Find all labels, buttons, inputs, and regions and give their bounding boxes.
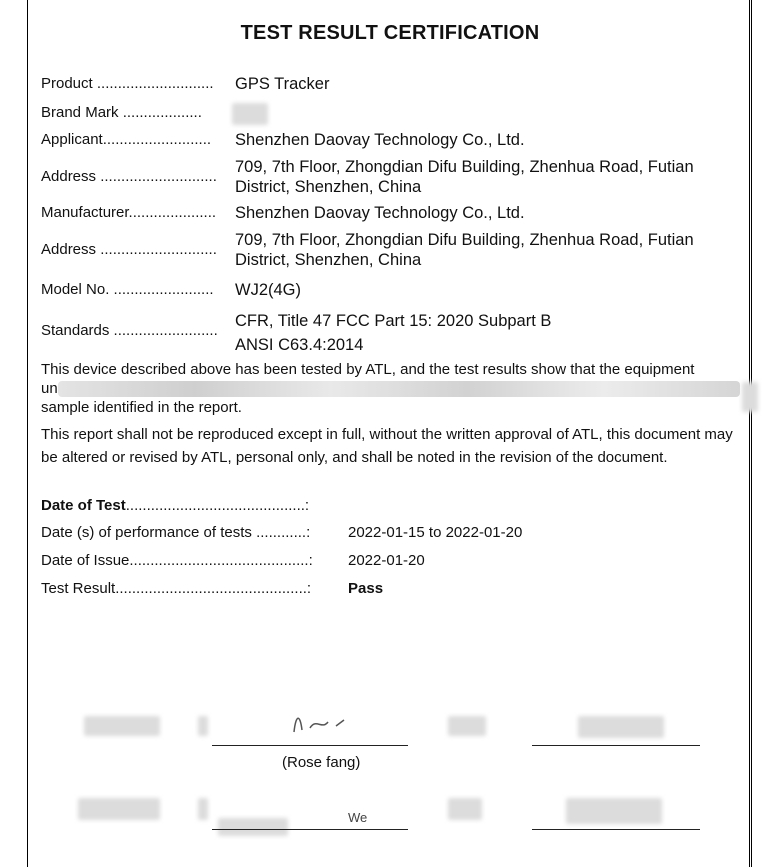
redacted-date-label bbox=[448, 716, 486, 736]
field-label: Address ............................ bbox=[41, 168, 217, 185]
field-label: Standards ......................... bbox=[41, 322, 218, 339]
date-of-test-heading bbox=[41, 497, 309, 514]
test-result-value: Pass bbox=[348, 580, 384, 597]
redacted-role bbox=[78, 798, 160, 820]
redacted-date bbox=[566, 798, 662, 824]
field-label: Model No. ........................ bbox=[41, 281, 214, 298]
page-border-right bbox=[749, 0, 752, 867]
certificate-title: TEST RESULT CERTIFICATION bbox=[240, 22, 540, 44]
date-value: 2022-01-15 to 2022-01-20 bbox=[348, 524, 523, 541]
page-border-left bbox=[27, 0, 28, 867]
field-value: GPS Tracker bbox=[235, 75, 330, 93]
test-result-row bbox=[41, 580, 311, 597]
standard-line: CFR, Title 47 FCC Part 15: 2020 Subpart B bbox=[235, 312, 552, 330]
date-line bbox=[532, 829, 700, 830]
field-value: 709, 7th Floor, Zhongdian Difu Building, Zhenhua Road, Futian District, Shenzhen, China bbox=[235, 158, 694, 196]
standard-line: ANSI C63.4:2014 bbox=[235, 336, 364, 354]
field-value: 709, 7th Floor, Zhongdian Difu Building, Zhenhua Road, Futian District, Shenzhen, China bbox=[235, 231, 694, 269]
field-label: Address ............................ bbox=[41, 241, 217, 258]
date-label: Date (s) of performance of tests ............: bbox=[41, 524, 311, 541]
reproduction-notice: This report shall not be reproduced except in full, without the written approval of ATL, this document may be altered or revised by ATL, personal only, and shall be noted in the revision of the document. bbox=[41, 426, 733, 466]
field-value: Shenzhen Daovay Technology Co., Ltd. bbox=[235, 131, 525, 149]
date-value: 2022-01-20 bbox=[348, 552, 425, 569]
redacted-text bbox=[58, 381, 740, 397]
date-performance-row bbox=[41, 524, 310, 541]
field-label: Brand Mark ................... bbox=[41, 104, 202, 121]
field-label: Product ............................ bbox=[41, 75, 214, 92]
signature-icon bbox=[290, 708, 360, 738]
redacted-date bbox=[578, 716, 664, 738]
redacted-role bbox=[84, 716, 160, 736]
redacted-brand bbox=[232, 103, 268, 125]
signature-line bbox=[212, 829, 408, 830]
signature-scribble bbox=[290, 708, 360, 738]
redacted-mark bbox=[198, 716, 208, 736]
field-value bbox=[235, 309, 735, 357]
field-label: Applicant.......................... bbox=[41, 131, 212, 148]
date-line bbox=[532, 745, 700, 746]
statement-line: This device described above has been tested by ATL, and the test results show that the equipment bbox=[41, 361, 695, 378]
redacted-text bbox=[742, 382, 758, 412]
signature-line bbox=[212, 745, 408, 746]
leader-dots: ...........................................: bbox=[125, 497, 310, 514]
date-label: Date of Issue...........................................: bbox=[41, 552, 313, 569]
redacted-date-label bbox=[448, 798, 482, 820]
redacted-mark bbox=[198, 798, 208, 820]
signature-fragment: We bbox=[348, 810, 368, 825]
redacted-signature bbox=[218, 818, 288, 836]
statement-fragment: un bbox=[41, 380, 58, 397]
field-value: WJ2(4G) bbox=[235, 281, 301, 299]
statement-line: sample identified in the report. bbox=[41, 399, 242, 416]
date-of-test-label: Date of Test bbox=[41, 497, 126, 514]
field-label: Manufacturer..................... bbox=[41, 204, 217, 221]
date-label: Test Result..............................................: bbox=[41, 580, 312, 597]
field-value: Shenzhen Daovay Technology Co., Ltd. bbox=[235, 204, 525, 222]
date-issue-row bbox=[41, 552, 313, 569]
signer-name: (Rose fang) bbox=[282, 754, 361, 771]
